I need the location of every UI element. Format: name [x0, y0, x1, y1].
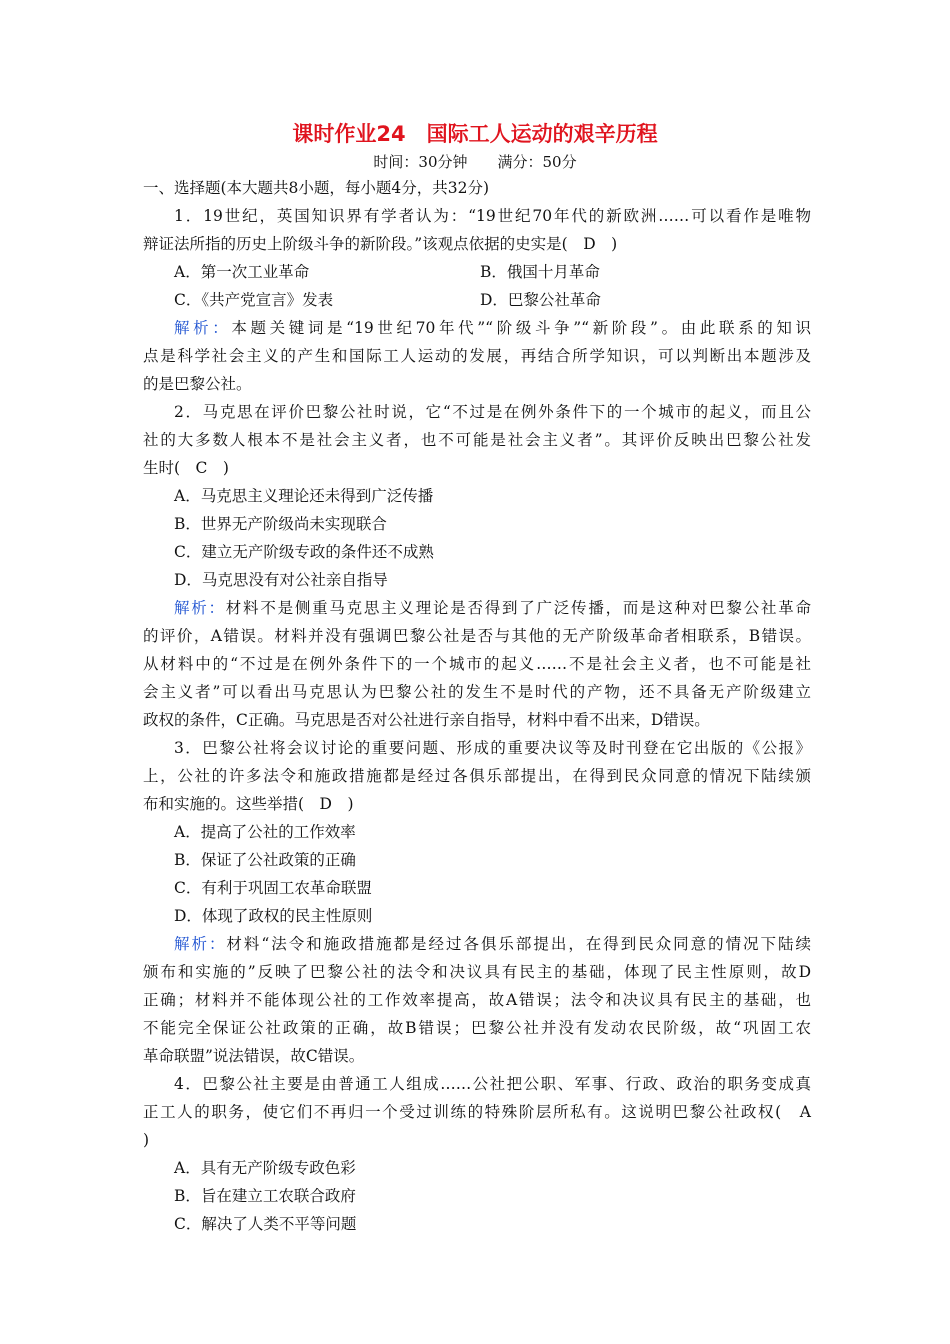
analysis-line: 不能完全保证公社政策的正确，故B错误；巴黎公社并没有发动农民阶级，故“巩固工农	[143, 1019, 811, 1037]
analysis-line: 革命联盟”说法错误，故C错误。	[143, 1047, 365, 1065]
analysis-label: 解析：	[174, 935, 227, 953]
option-b: B．世界无产阶级尚未实现联合	[174, 515, 387, 533]
option-c: C．《共产党宣言》发表	[174, 291, 334, 309]
option-a: A．第一次工业革命	[174, 263, 310, 281]
section-heading: 一、选择题(本大题共8小题，每小题4分，共32分)	[143, 179, 490, 197]
option-c: C．解决了人类不平等问题	[174, 1215, 357, 1233]
question-2	[143, 398, 811, 734]
analysis-label: 解析：	[174, 319, 232, 337]
analysis-line	[143, 930, 811, 958]
analysis-text: 本题关键词是“19世纪70年代”“阶级斗争”“新阶段”。由此联系的知识	[231, 319, 811, 337]
analysis-line	[143, 594, 811, 622]
analysis-line: 点是科学社会主义的产生和国际工人运动的发展，再结合所学知识，可以判断出本题涉及	[143, 347, 811, 365]
option-a: A．提高了公社的工作效率	[174, 823, 356, 841]
analysis-line: 会主义者”可以看出马克思认为巴黎公社的发生不是时代的产物，还不具备无产阶级建立	[143, 683, 811, 701]
analysis-text: 材料“法令和施政措施都是经过各俱乐部提出，在得到民众同意的情况下陆续	[226, 935, 811, 953]
page-title: 课时作业24 国际工人运动的艰辛历程	[292, 122, 658, 146]
analysis-label: 解析：	[174, 599, 226, 617]
question-stem-line: 3．巴黎公社将会议讨论的重要问题、形成的重要决议等及时刊登在它出版的《公报》	[174, 739, 811, 757]
option-c: C．有利于巩固工农革命联盟	[174, 879, 372, 897]
option-d: D．马克思没有对公社亲自指导	[174, 571, 388, 589]
option-b: B．保证了公社政策的正确	[174, 851, 356, 869]
question-stem-line: 上，公社的许多法令和施政措施都是经过各俱乐部提出，在得到民众同意的情况下陆续颁	[143, 767, 811, 785]
question-stem-line: 2．马克思在评价巴黎公社时说，它“不过是在例外条件下的一个城市的起义，而且公	[174, 403, 811, 421]
question-1	[143, 202, 811, 398]
option-d: D．巴黎公社革命	[480, 291, 601, 309]
question-stem-line: 4．巴黎公社主要是由普通工人组成……公社把公职、军事、行政、政治的职务变成真	[174, 1075, 811, 1093]
question-stem-line: 布和实施的。这些举措( D )	[143, 795, 354, 813]
option-b: B．俄国十月革命	[480, 263, 600, 281]
document-body	[143, 174, 811, 1238]
question-stem-line: 1．19世纪，英国知识界有学者认为：“19世纪70年代的新欧洲……可以看作是唯物	[174, 207, 811, 225]
analysis-line: 颁布和实施的”反映了巴黎公社的法令和决议具有民主的基础，体现了民主性原则，故D	[143, 963, 811, 981]
option-c: C．建立无产阶级专政的条件还不成熟	[174, 543, 434, 561]
question-stem-line: )	[143, 1131, 150, 1149]
question-stem-line: 辩证法所指的历史上阶级斗争的新阶段。”该观点依据的史实是( D )	[143, 235, 618, 253]
option-a: A．具有无产阶级专政色彩	[174, 1159, 356, 1177]
analysis-line: 的是巴黎公社。	[143, 375, 252, 393]
option-row	[143, 258, 811, 286]
analysis-text: 材料不是侧重马克思主义理论是否得到了广泛传播，而是这种对巴黎公社革命	[225, 599, 811, 617]
option-row	[143, 286, 811, 314]
analysis-line: 正确；材料并不能体现公社的工作效率提高，故A错误；法令和决议具有民主的基础，也	[143, 991, 811, 1009]
time-score-info: 时间：30分钟 满分：50分	[373, 153, 577, 171]
option-d: D．体现了政权的民主性原则	[174, 907, 373, 925]
question-3	[143, 734, 811, 1070]
question-stem-line: 社的大多数人根本不是社会主义者，也不可能是社会主义者”。其评价反映出巴黎公社发	[143, 431, 811, 449]
question-stem-line: 正工人的职务，使它们不再归一个受过训练的特殊阶层所私有。这说明巴黎公社政权( A	[143, 1103, 811, 1121]
option-b: B．旨在建立工农联合政府	[174, 1187, 356, 1205]
analysis-line: 的评价，A错误。材料并没有强调巴黎公社是否与其他的无产阶级革命者相联系，B错误。	[143, 627, 811, 645]
analysis-line: 政权的条件，C正确。马克思是否对公社进行亲自指导，材料中看不出来，D错误。	[143, 711, 710, 729]
option-a: A．马克思主义理论还未得到广泛传播	[174, 487, 434, 505]
question-stem-line: 生时( C )	[143, 459, 229, 477]
question-4	[143, 1070, 811, 1238]
analysis-line	[143, 314, 811, 342]
analysis-line: 从材料中的“不过是在例外条件下的一个城市的起义……不是社会主义者，也不可能是社	[143, 655, 811, 673]
